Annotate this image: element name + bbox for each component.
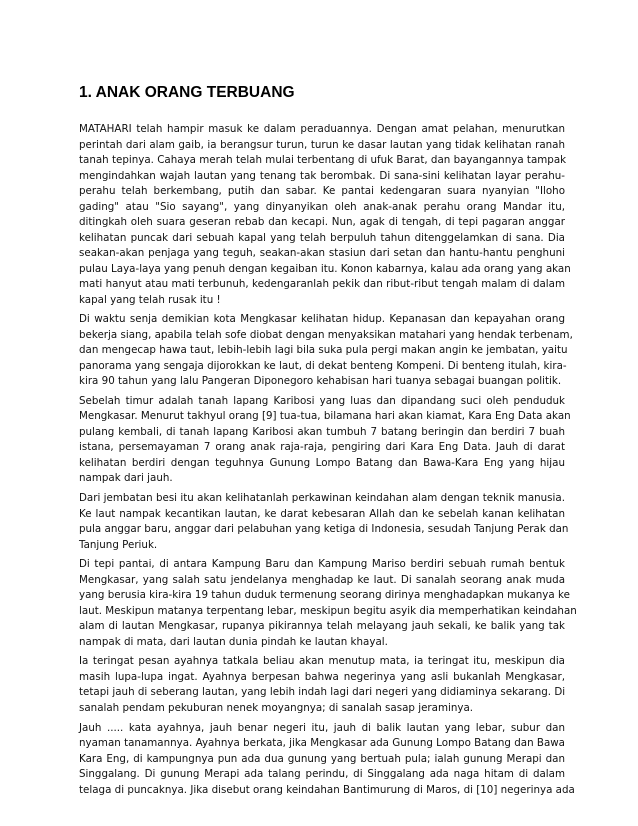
text-line: Singgalang. Di gunung Merapi ada talang perindu, di Singgalang ada naga hitam di dalam (79, 768, 565, 781)
text-line: Dari jembatan besi itu akan kelihatanlah perkawinan keindahan alam dengan teknik manusia. (79, 492, 565, 505)
text-line: panorama yang sengaja dijorokkan ke laut, di dekat benteng Kompeni. Di benteng itulah, kira- (79, 359, 567, 372)
text-line: ditingkah oleh suara geseran rebab dan kecapi. Nun, agak di tengah, di tepi pagaran anggar (79, 216, 565, 228)
text-line: kapal yang telah rusak itu ! (79, 293, 221, 306)
text-line: MATAHARI telah hampir masuk ke dalam peraduannya. Dengan amat pelahan, menurutkan (79, 123, 565, 135)
text-line: perintah dari alam gaib, ia berangsur turun, turun ke dasar lautan yang tidak kelihatan ranah (79, 138, 565, 151)
text-line: yang berusia kira-kira 19 tahun duduk termenung seorang dirinya menghadapkan mukanya ke (79, 589, 570, 602)
paragraph (79, 122, 571, 308)
chapter-title: 1. ANAK ORANG TERBUANG (79, 84, 295, 101)
chapter-body (79, 122, 577, 802)
paragraph (79, 721, 575, 799)
text-line: kira 90 tahun yang lalu Pangeran Diponegoro kehabisan hari tuanya sebagai buangan politik. (79, 375, 562, 388)
text-line: kelihatan puncak dari sebuah kapal yang telah berpuluh tahun ditenggelamkan di sana. Dia (79, 231, 565, 244)
text-line: seakan-akan penjaga yang teguh, seakan-akan stasiun dari setan dan hantu-hantu penghuni (79, 247, 565, 259)
text-line: nampak dari jauh. (79, 472, 173, 485)
text-line: pulang kembali, di tanah lapang Karibosi akan tumbuh 7 batang beringin dan berdiri 7 buah (79, 425, 565, 438)
text-line: Di waktu senja demikian kota Mengkasar kelihatan hidup. Kepanasan dan kepayahan orang (79, 313, 565, 326)
text-line: laut. Meskipun matanya terpentang lebar, meskipun begitu asyik dia memperhatikan keindahan (79, 604, 577, 617)
text-line: tanah tepinya. Cahaya merah telah mulai terbentang di ufuk Barat, dan bayangannya tampak (79, 154, 567, 166)
text-line: masih lupa-lupa ingat. Ayahnya berpesan bahwa negerinya yang asli bukanlah Mengkasar, (79, 670, 565, 683)
text-line: tetapi jauh di seberang lautan, yang lebih indah lagi dari negeri yang didiaminya sekarang. Di (79, 686, 566, 699)
text-line: telaga di puncaknya. Jika disebut orang keindahan Bantimurung di Maros, di [10] negerinya ada (79, 783, 575, 796)
text-line: Tanjung Periuk. (79, 538, 158, 551)
text-line: pula anggar baru, anggar dari pelabuhan yang ketiga di Indonesia, sesudah Tanjung Perak dan (79, 523, 569, 536)
text-line: mati hanyut atau mati terbunuh, kedengaranlah pekik dan ribut-ribut tengah malam di dalam (79, 278, 565, 290)
paragraph (79, 491, 569, 553)
text-line: kelihatan berdiri dengan teguhnya Gunung Lompo Batang dan Bawa-Kara Eng yang hijau (79, 456, 565, 469)
paragraph (79, 654, 565, 716)
text-line: perahu telah berkembang, putih dan sabar. Ke pantai kedengaran suara nyanyian "Iloho (79, 185, 565, 197)
text-line: dan mengecap hawa taut, lebih-lebih lagi bila suka pula pergi makan angin ke jembatan, yaitu (79, 344, 568, 357)
text-line: gading" atau "Sio sayang", yang dinyanyikan oleh anak-anak perahu orang Mandar itu, (79, 200, 565, 213)
paragraph (79, 312, 573, 390)
text-line: alam di lautan Mengkasar, rupanya pikirannya telah melayang jauh sekali, ke balik yang tak (79, 620, 565, 633)
text-line: istana, persemayaman 7 orang anak raja-raja, pengiring dari Kara Eng Data. Jauh di darat (79, 441, 565, 454)
text-line: Ke laut nampak kecantikan lautan, ke darat kebesaran Allah dan ke sebelah kanan kelihatan (79, 507, 565, 520)
paragraph (79, 557, 577, 650)
text-line: Sebelah timur adalah tanah lapang Karibosi yang luas dan dipandang suci oleh penduduk (79, 394, 565, 407)
text-line: Mengkasar, yang salah satu jendelanya menghadap ke laut. Di sanalah seorang anak muda (79, 573, 565, 586)
text-line: Mengkasar. Menurut takhyul orang [9] tua-tua, bilamana hari akan kiamat, Kara Eng Data akan (79, 410, 571, 423)
text-line: nyaman tanamannya. Ayahnya berkata, jika Mengkasar ada Gunung Lompo Batang dan Bawa (79, 737, 565, 750)
text-line: pulau Laya-laya yang penuh dengan kegaiban itu. Konon kabarnya, kalau ada orang yang akan (79, 262, 571, 275)
text-line: nampak di mata, dari lautan dunia pindah ke lautan khayal. (79, 635, 388, 648)
text-line: sanalah pendam pekuburan nenek moyangnya; di sanalah sasap jeraminya. (79, 701, 474, 714)
text-line: Kara Eng, di kampungnya pun ada dua gunung yang bertuah pula; ialah gunung Merapi dan (79, 752, 565, 765)
text-line: Di tepi pantai, di antara Kampung Baru dan Kampung Mariso berdiri sebuah rumah bentuk (79, 558, 565, 571)
paragraph (79, 394, 571, 487)
text-line: Ia teringat pesan ayahnya tatkala beliau akan menutup mata, ia teringat itu, meskipun dia (79, 655, 565, 668)
text-line: mengindahkan wajah lautan yang tenang tak berombak. Di sana-sini kelihatan layar perahu- (79, 169, 565, 182)
text-line: bekerja siang, apabila telah sofe diobat dengan menyaksikan matahari yang hendak terbenam, (79, 328, 573, 341)
text-line: Jauh ..... kata ayahnya, jauh benar negeri itu, jauh di balik lautan yang lebar, subur dan (79, 721, 565, 734)
